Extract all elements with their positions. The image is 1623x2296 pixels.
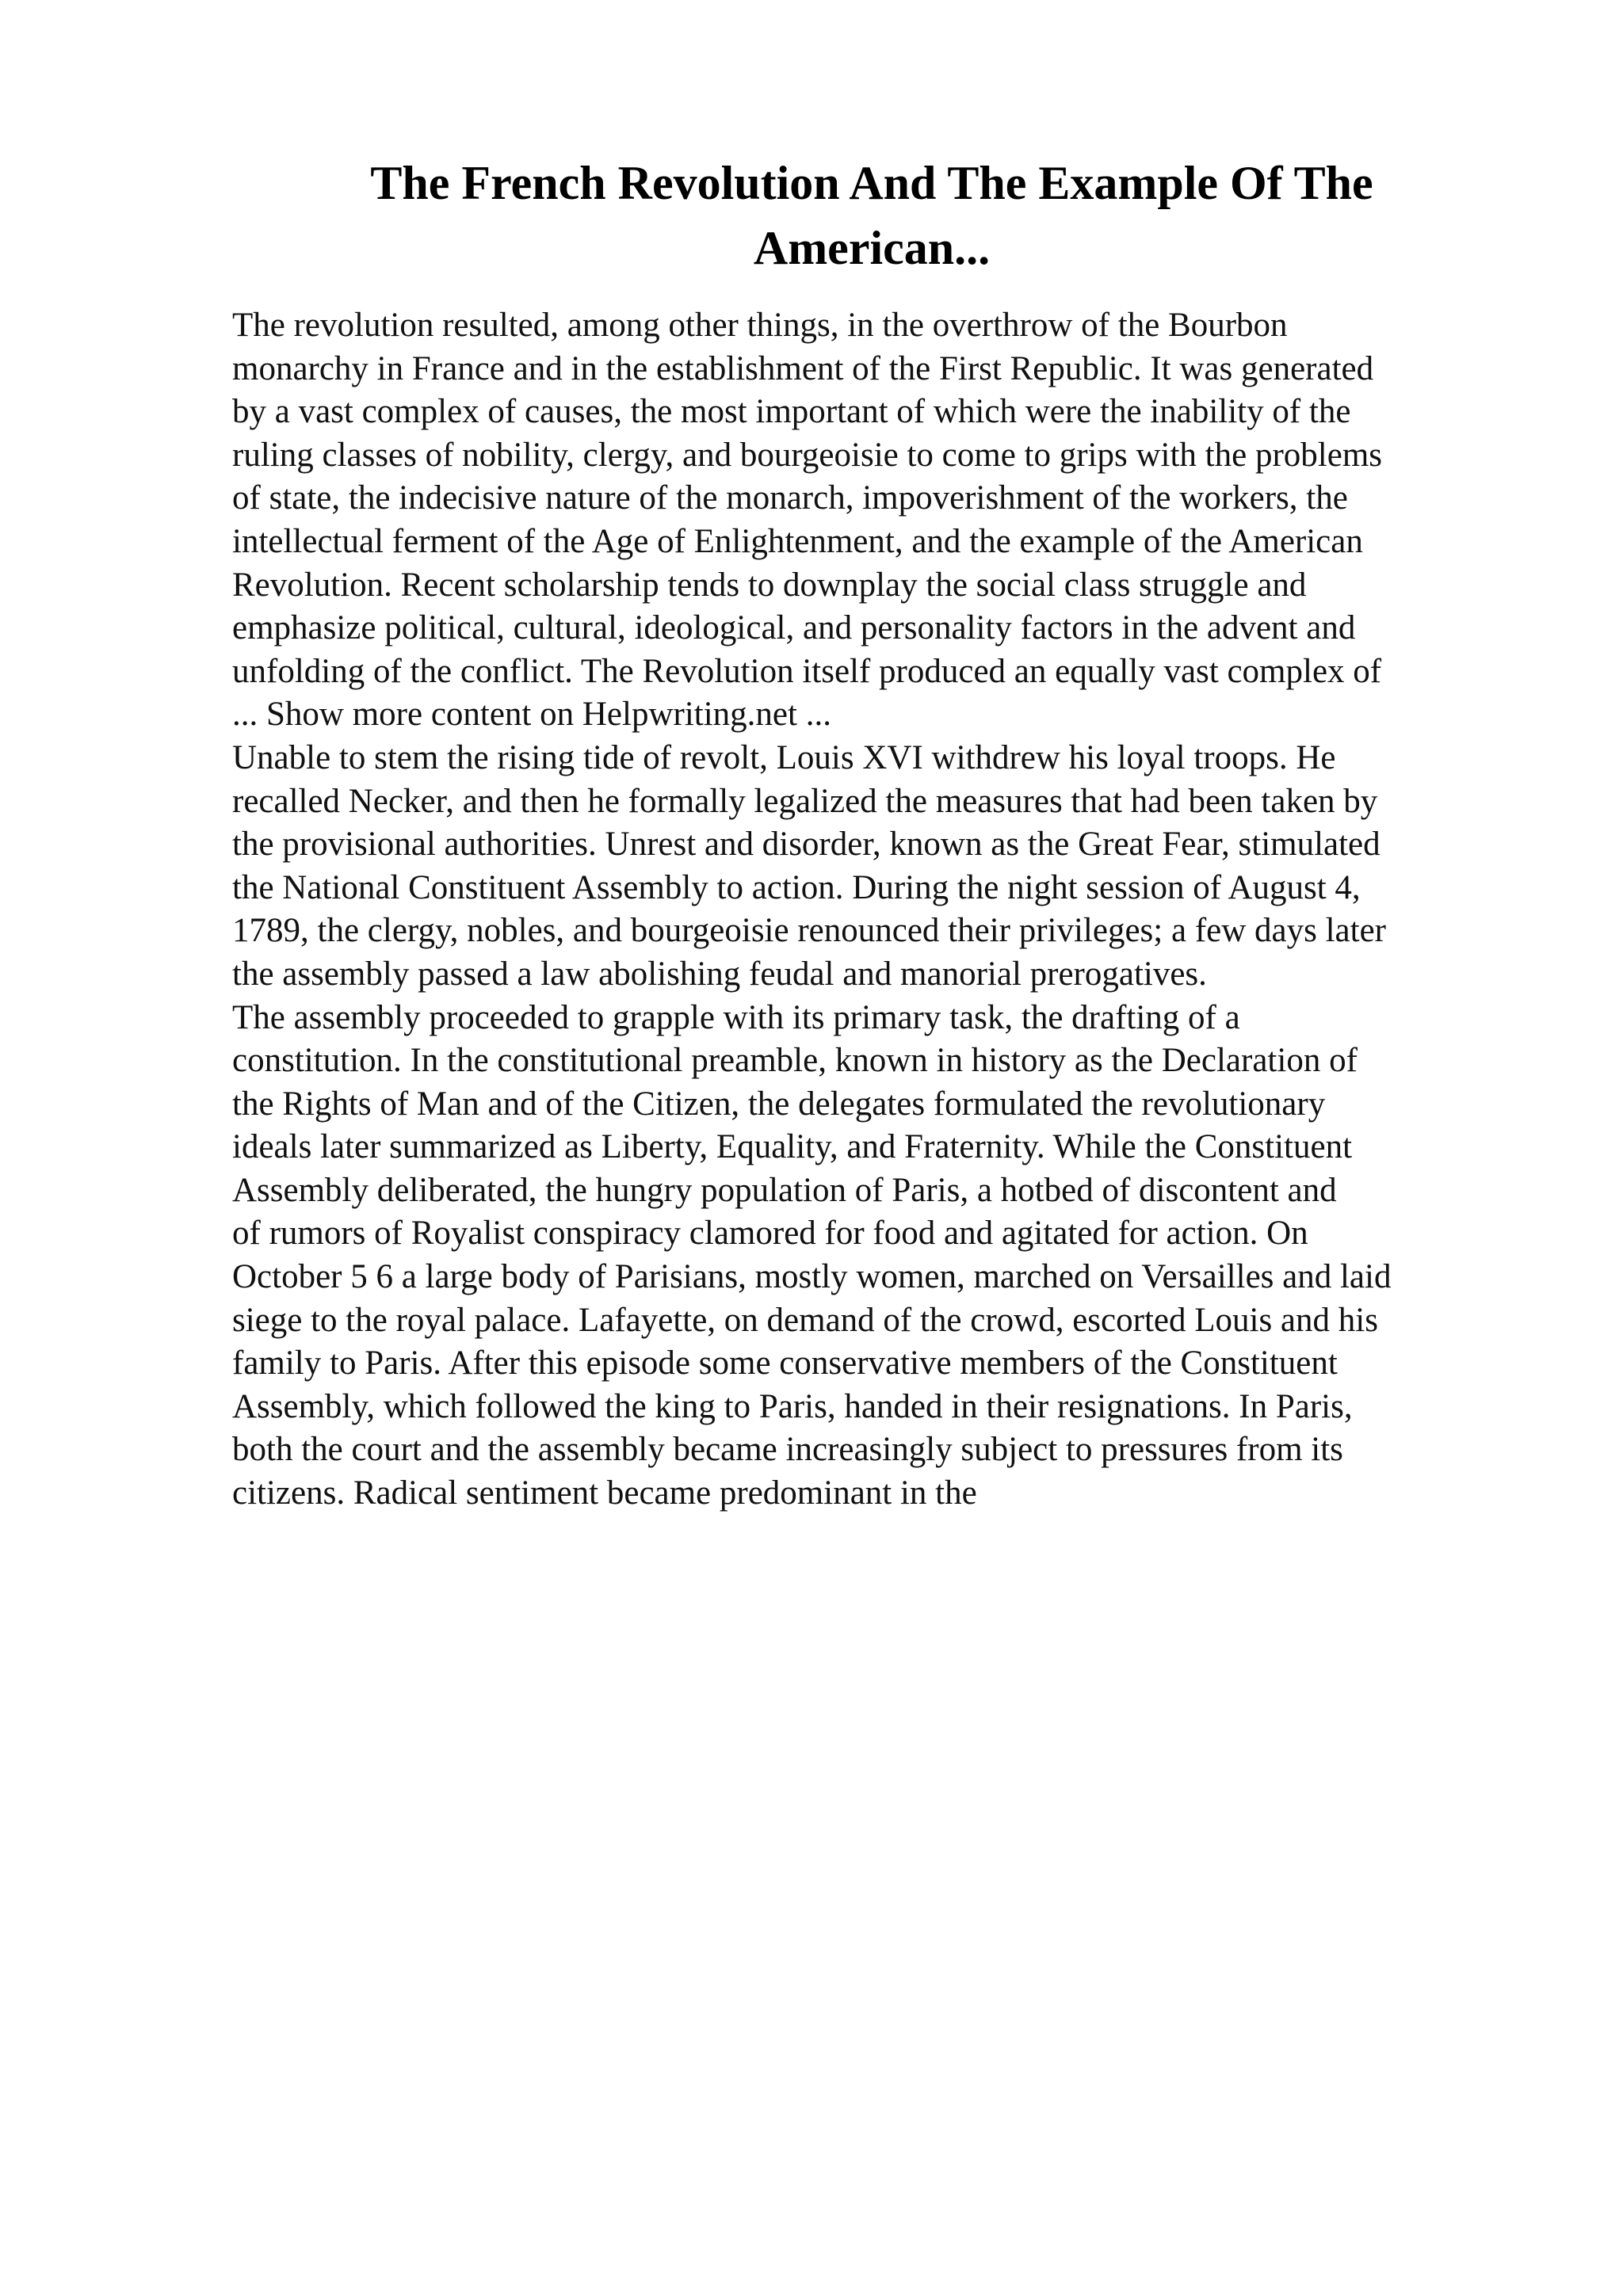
body-line: the provisional authorities. Unrest and disorder, known as the Great Fear, stimulated — [232, 826, 1381, 864]
body-line: the National Constituent Assembly to action. During the night session of August 4, — [232, 868, 1361, 906]
body-line: citizens. Radical sentiment became predominant in the — [232, 1474, 977, 1512]
body-line: of state, the indecisive nature of the monarch, impoverishment of the workers, the — [232, 479, 1348, 517]
body-line: ideals later summarized as Liberty, Equality, and Fraternity. While the Constituent — [232, 1128, 1353, 1166]
title-line-1: The French Revolution And The Example Of The — [370, 157, 1373, 209]
body-line: unfolding of the conflict. The Revolution itself produced an equally vast complex of — [232, 652, 1382, 690]
body-line: ruling classes of nobility, clergy, and bourgeoisie to come to grips with the problems — [232, 436, 1382, 474]
show-more-line: ... Show more content on Helpwriting.net ... — [232, 696, 831, 734]
body-line: Assembly deliberated, the hungry population of Paris, a hotbed of discontent and — [232, 1171, 1337, 1209]
body-line: Unable to stem the rising tide of revolt, Louis XVI withdrew his loyal troops. He — [232, 738, 1336, 776]
body-line: 1789, the clergy, nobles, and bourgeoisie renounced their privileges; a few days later — [232, 912, 1386, 950]
body-line: the Rights of Man and of the Citizen, the delegates formulated the revolutionary — [232, 1085, 1326, 1123]
body-line: The assembly proceeded to grapple with its primary task, the drafting of a — [232, 998, 1240, 1036]
body-line: both the court and the assembly became increasingly subject to pressures from its — [232, 1431, 1343, 1469]
body-line: Revolution. Recent scholarship tends to downplay the social class struggle and — [232, 566, 1307, 604]
body-line: intellectual ferment of the Age of Enlightenment, and the example of the American — [232, 522, 1363, 560]
body-line: emphasize political, cultural, ideological, and personality factors in the advent and — [232, 609, 1356, 647]
body-line: recalled Necker, and then he formally legalized the measures that had been taken by — [232, 782, 1378, 820]
body-line: by a vast complex of causes, the most important of which were the inability of the — [232, 393, 1351, 431]
body-line: siege to the royal palace. Lafayette, on demand of the crowd, escorted Louis and his — [232, 1301, 1378, 1339]
body-line: October 5 6 a large body of Parisians, mostly women, marched on Versailles and laid — [232, 1258, 1392, 1296]
body-line: family to Paris. After this episode some conservative members of the Constituent — [232, 1344, 1338, 1383]
document-title — [301, 151, 1442, 280]
body-line: The revolution resulted, among other things, in the overthrow of the Bourbon — [232, 307, 1288, 344]
body-line: Assembly, which followed the king to Paris, handed in their resignations. In Paris, — [232, 1387, 1353, 1425]
body-line: constitution. In the constitutional preamble, known in history as the Declaration of — [232, 1042, 1358, 1080]
body-line: monarchy in France and in the establishment of the First Republic. It was generated — [232, 349, 1374, 387]
body-line: of rumors of Royalist conspiracy clamored for food and agitated for action. On — [232, 1215, 1308, 1253]
body-line: the assembly passed a law abolishing feudal and manorial prerogatives. — [232, 955, 1207, 993]
title-line-2: American... — [753, 222, 991, 274]
document-body — [232, 304, 1516, 1516]
